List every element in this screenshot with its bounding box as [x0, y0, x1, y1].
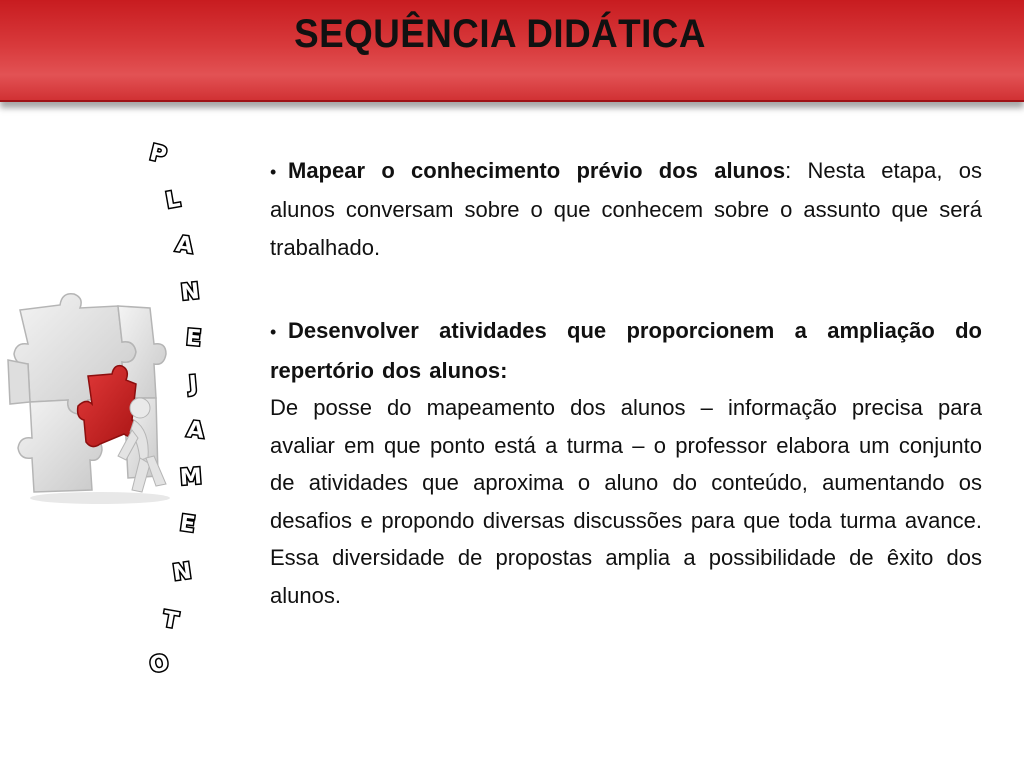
vertical-letter: A [185, 417, 206, 444]
vertical-letter: O [147, 650, 172, 679]
vertical-letter: P [147, 140, 169, 169]
bullet-2 [270, 312, 982, 614]
vertical-letter: A [174, 231, 195, 260]
slide-title: SEQUÊNCIA DIDÁTICA [294, 12, 706, 56]
vertical-letter: J [187, 371, 199, 398]
vertical-letter: N [171, 558, 194, 587]
vertical-letter: M [179, 464, 203, 491]
vertical-letter: N [179, 279, 201, 306]
bullet-2-heading: Desenvolver atividades que proporcionem a ampliação do repertório dos alunos: [270, 318, 982, 383]
vertical-letter: T [160, 606, 181, 635]
puzzle-figure-icon [0, 280, 180, 510]
bullet-marker: • [270, 322, 277, 342]
bullet-1-text: Nesta etapa, os alunos conversam sobre o que conhecem sobre o assunto que será trabalhado. [270, 158, 982, 260]
bullet-2-text: De posse do mapeamento dos alunos – informação precisa para avaliar em que ponto está a turma – o professor elabora um conjunto de atividades que aproxima o aluno do conteúdo, aumentando os desafios e propondo diversas discussões para que toda turma avance. Essa diversidade de propostas amplia a possibilidade de êxito dos alunos. [270, 395, 982, 608]
vertical-letter: E [184, 325, 203, 352]
bullet-1 [270, 152, 982, 267]
vertical-letter: E [178, 511, 197, 538]
bullet-1-separator: : [785, 158, 792, 183]
bullet-marker: • [270, 162, 277, 182]
bullet-1-heading: Mapear o conhecimento prévio dos alunos [288, 158, 786, 183]
vertical-letter: L [163, 186, 183, 215]
